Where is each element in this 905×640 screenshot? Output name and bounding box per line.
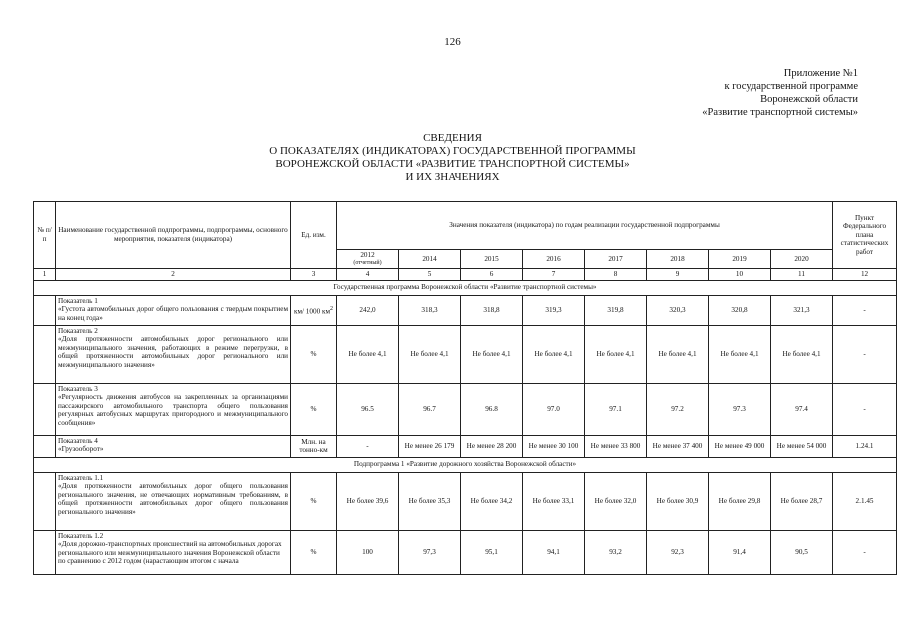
unit-cell: % (291, 472, 337, 530)
row-num (34, 325, 56, 383)
year-2012-note: (отчетный) (353, 259, 382, 266)
heading-line: И ИХ ЗНАЧЕНИЯХ (405, 171, 500, 183)
index-cell: 2 (56, 269, 291, 281)
value-cell: 92,3 (647, 530, 709, 574)
value-cell: Не менее 49 000 (709, 435, 771, 457)
indicator-desc: «Доля протяженности автомобильных дорог регионального или межмуниципального значения, работающих в режиме перегрузки, в общей протяженности автомобильных дорог регионального или межмуниципального значения» (58, 335, 288, 369)
indicator-desc: «Грузооборот» (58, 445, 104, 454)
section-title: Подпрограмма 1 «Развитие дорожного хозяйства Воронежской области» (34, 457, 897, 472)
value-cell: 319,8 (585, 295, 647, 325)
appendix-note (702, 67, 858, 119)
value-cell: Не более 34,2 (461, 472, 523, 530)
value-cell: 242,0 (337, 295, 399, 325)
header-name: Наименование государственной подпрограммы, подпрограммы, основного мероприятия, показателя (индикатора) (56, 202, 291, 269)
indicator-name (56, 530, 291, 574)
header-year: 2018 (647, 250, 709, 269)
value-cell: Не менее 54 000 (771, 435, 833, 457)
value-cell: 97,3 (399, 530, 461, 574)
value-cell: 318,8 (461, 295, 523, 325)
indicator-name (56, 383, 291, 435)
value-cell: Не более 4,1 (399, 325, 461, 383)
index-cell: 8 (585, 269, 647, 281)
value-cell: Не более 4,1 (337, 325, 399, 383)
value-cell: 96.5 (337, 383, 399, 435)
header-year: 2020 (771, 250, 833, 269)
indicator-title: Показатель 1 (58, 296, 98, 305)
value-cell: 100 (337, 530, 399, 574)
section-row (34, 280, 897, 295)
value-cell: 95,1 (461, 530, 523, 574)
value-cell: 97.4 (771, 383, 833, 435)
header-year: 2015 (461, 250, 523, 269)
table-row (34, 530, 897, 574)
header-year: 2019 (709, 250, 771, 269)
index-cell: 6 (461, 269, 523, 281)
value-cell: - (337, 435, 399, 457)
indicator-desc: «Доля протяженности автомобильных дорог общего пользования регионального значения, не отвечающих нормативным требованиям, в общей протяженности автомобильных дорог общего пользования регионального значения» (58, 482, 288, 516)
index-cell: 1 (34, 269, 56, 281)
federal-cell: - (833, 530, 897, 574)
unit-cell: % (291, 530, 337, 574)
heading-line: СВЕДЕНИЯ (423, 132, 482, 144)
value-cell: Не менее 26 179 (399, 435, 461, 457)
header-federal: Пункт Федерального плана статистических работ (833, 202, 897, 269)
value-cell: 97.2 (647, 383, 709, 435)
indicator-name (56, 295, 291, 325)
document-heading (0, 132, 905, 184)
unit-cell: Млн. на тонно-км (291, 435, 337, 457)
value-cell: Не менее 30 100 (523, 435, 585, 457)
header-year: 2017 (585, 250, 647, 269)
index-cell: 7 (523, 269, 585, 281)
header-values-group: Значения показателя (индикатора) по годам реализации государственной подпрограммы (337, 202, 833, 250)
value-cell: 97.3 (709, 383, 771, 435)
value-cell: Не более 4,1 (771, 325, 833, 383)
federal-cell: - (833, 325, 897, 383)
value-cell: Не более 39,6 (337, 472, 399, 530)
value-cell: 320,8 (709, 295, 771, 325)
index-cell: 4 (337, 269, 399, 281)
value-cell: Не более 4,1 (647, 325, 709, 383)
value-cell: Не более 4,1 (709, 325, 771, 383)
federal-cell: - (833, 383, 897, 435)
header-year: 2014 (399, 250, 461, 269)
heading-line: ВОРОНЕЖСКОЙ ОБЛАСТИ «РАЗВИТИЕ ТРАНСПОРТНОЙ СИСТЕМЫ» (275, 158, 630, 170)
appendix-line: «Развитие транспортной системы» (702, 107, 858, 118)
header-year: 2016 (523, 250, 585, 269)
index-cell: 9 (647, 269, 709, 281)
value-cell: 96.8 (461, 383, 523, 435)
value-cell: 90,5 (771, 530, 833, 574)
header-num: № п/п (34, 202, 56, 269)
value-cell: Не более 29,8 (709, 472, 771, 530)
value-cell: Не менее 33 800 (585, 435, 647, 457)
value-cell: Не более 4,1 (523, 325, 585, 383)
indicator-title: Показатель 1.1 (58, 473, 104, 482)
value-cell: Не более 35,3 (399, 472, 461, 530)
indicators-table (33, 201, 897, 575)
value-cell: 318,3 (399, 295, 461, 325)
section-row (34, 457, 897, 472)
appendix-line: Воронежской области (760, 94, 858, 105)
heading-line: О ПОКАЗАТЕЛЯХ (ИНДИКАТОРАХ) ГОСУДАРСТВЕННОЙ ПРОГРАММЫ (269, 145, 636, 157)
value-cell: Не более 28,7 (771, 472, 833, 530)
value-cell: 319,3 (523, 295, 585, 325)
indicator-name (56, 325, 291, 383)
page-number: 126 (444, 36, 461, 48)
table-row (34, 435, 897, 457)
row-num (34, 472, 56, 530)
value-cell: 320,3 (647, 295, 709, 325)
indicator-name (56, 435, 291, 457)
indicator-desc: «Регулярность движения автобусов на закрепленных за организациями пассажирского автомобильного транспорта общего пользования регулярных автобусных маршрутах пригородного и межмуниципального сообщения» (58, 393, 288, 427)
header-year-2012 (337, 250, 399, 269)
appendix-line: Приложение №1 (783, 68, 858, 79)
indicator-desc: «Густота автомобильных дорог общего пользования с твердым покрытием на конец года» (58, 305, 288, 322)
indicator-title: Показатель 3 (58, 384, 98, 393)
indicator-title: Показатель 4 (58, 436, 98, 445)
unit-cell: % (291, 383, 337, 435)
value-cell: Не менее 37 400 (647, 435, 709, 457)
index-cell: 10 (709, 269, 771, 281)
value-cell: 93,2 (585, 530, 647, 574)
value-cell: Не более 33,1 (523, 472, 585, 530)
index-cell: 5 (399, 269, 461, 281)
federal-cell: - (833, 295, 897, 325)
value-cell: Не более 32,0 (585, 472, 647, 530)
indicator-title: Показатель 1.2 (58, 531, 104, 540)
indicator-name (56, 472, 291, 530)
indicator-desc: «Доля дорожно-транспортных происшествий на автомобильных дорогах регионального или межмуниципального значения Воронежской области по сравнению с 2012 годом (нарастающим итогом с начала (58, 540, 282, 566)
unit-cell: км/ 1000 $км^2$ (291, 295, 337, 325)
indicator-title: Показатель 2 (58, 326, 98, 335)
row-num (34, 295, 56, 325)
federal-cell: 1.24.1 (833, 435, 897, 457)
value-cell: 97.0 (523, 383, 585, 435)
header-unit: Ед. изм. (291, 202, 337, 269)
value-cell: 91,4 (709, 530, 771, 574)
value-cell: Не более 30,9 (647, 472, 709, 530)
value-cell: 94,1 (523, 530, 585, 574)
section-title: Государственная программа Воронежской области «Развитие транспортной системы» (34, 280, 897, 295)
value-cell: Не более 4,1 (461, 325, 523, 383)
index-cell: 12 (833, 269, 897, 281)
value-cell: 96.7 (399, 383, 461, 435)
value-cell: 97.1 (585, 383, 647, 435)
unit-cell: % (291, 325, 337, 383)
row-num (34, 435, 56, 457)
table-row (34, 295, 897, 325)
table-row (34, 325, 897, 383)
row-num (34, 530, 56, 574)
table-row (34, 383, 897, 435)
value-cell: Не более 4,1 (585, 325, 647, 383)
header-row (34, 202, 897, 250)
year-2012-label: 2012 (360, 251, 375, 260)
value-cell: 321,3 (771, 295, 833, 325)
table-row (34, 472, 897, 530)
index-cell: 11 (771, 269, 833, 281)
index-cell: 3 (291, 269, 337, 281)
value-cell: Не менее 28 200 (461, 435, 523, 457)
federal-cell: 2.1.45 (833, 472, 897, 530)
row-num (34, 383, 56, 435)
index-row (34, 269, 897, 281)
appendix-line: к государственной программе (724, 81, 858, 92)
